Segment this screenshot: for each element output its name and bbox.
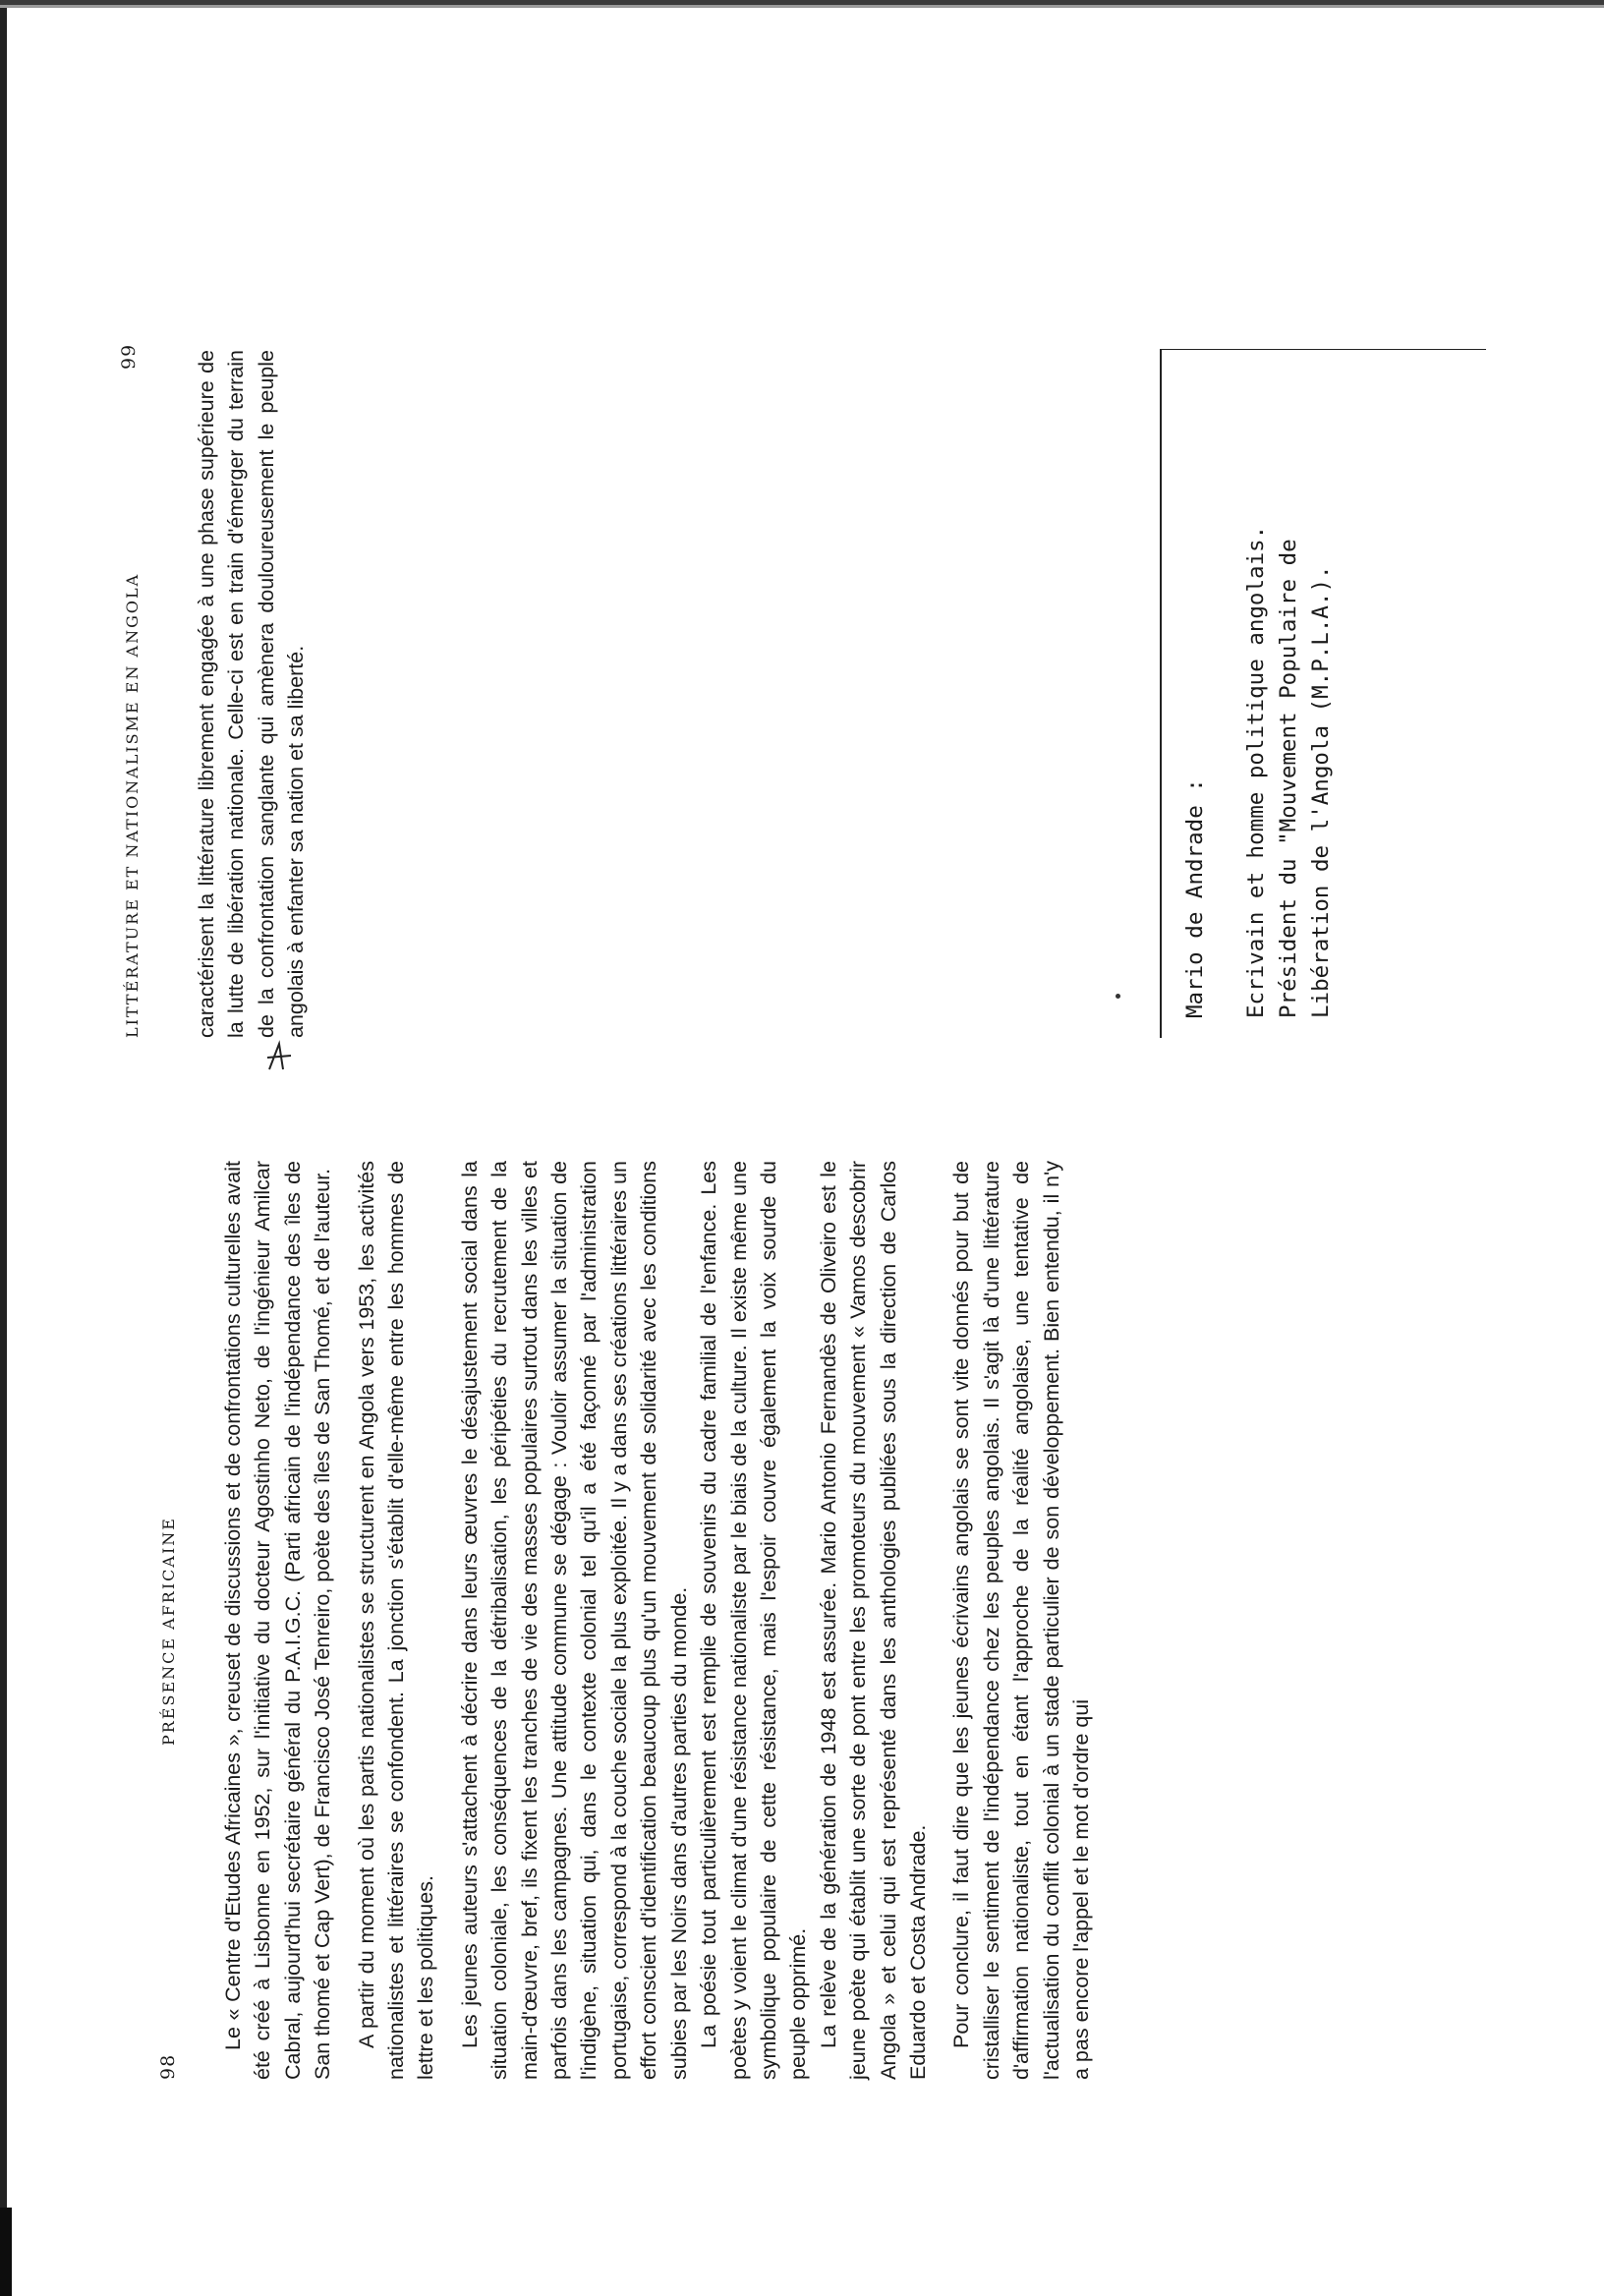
left-page-body xyxy=(218,1161,1096,2080)
author-note-line: Libération de l'Angola (M.P.L.A.). xyxy=(1308,565,1334,1018)
page-number-left: 98 xyxy=(157,2053,179,2080)
stray-mark xyxy=(1116,994,1120,999)
author-note-line: Président du "Mouvement Populaire de xyxy=(1276,539,1301,1018)
author-note-line: Ecrivain et homme politique angolais. xyxy=(1243,525,1269,1018)
paragraph: La poésie tout particulièrement est remplie de souvenirs du cadre familial de l'enfance. Les poètes y voient le climat d'une résistance nationaliste par le biais de la culture. Il existe même une symbolique populaire de cette résistance, mais l'espoir couvre également la voix sourde du peuple opprimé. xyxy=(697,1161,811,2080)
running-head-left: PRÉSENCE AFRICAINE xyxy=(159,1517,178,1746)
paragraph: caractérisent la littérature librement engagée à une phase supérieure de la lutte de libération nationale. Celle-ci est en train d'émerger du terrain de la confrontation sanglante qui amènera douloureusement le peuple angolais à enfanter sa nation et sa liberté. xyxy=(195,350,309,1038)
right-page-body xyxy=(192,350,312,1038)
paragraph: A partir du moment où les partis nationalistes se structurent en Angola vers 1953, les activités nationalistes et littéraires se confondent. La jonction s'établit d'elle-même entre les hommes de lettre et les politiques. xyxy=(354,1161,438,2080)
paragraph: La relève de la génération de 1948 est assurée. Mario Antonio Fernandès de Oliveiro est le jeune poète qui établit une sorte de pont entre les promoteurs du mouvement « Vamos descobrir Angola » et celui qui est représenté dans les anthologies publiées sous la direction de Carlos Eduardo et Costa Andrade. xyxy=(816,1161,930,2080)
running-head-right: LITTÉRATURE ET NATIONALISME EN ANGOLA xyxy=(123,572,142,1038)
author-note-name: Mario de Andrade : xyxy=(1182,778,1208,1018)
page-number-right: 99 xyxy=(118,343,140,370)
paragraph: Pour conclure, il faut dire que les jeunes écrivains angolais se sont vite donnés pour but de cristalliser le sentiment de l'indépendance chez les peuples angolais. Il s'agit là d'une littérature d'affirmation nationaliste, tout en étant l'approche de la réalité angolaise, une tentative de l'actualisation du conflit colonial à un stade particulier de son développement. Bien entendu, il n'y a pas encore l'appel et le mot d'ordre qui xyxy=(949,1161,1093,2080)
paragraph: Les jeunes auteurs s'attachent à décrire dans leurs œuvres le désajustement social dans la situation coloniale, les conséquences de la détribalisation, les péripéties du recrutement de la main-d'œuvre, bref, ils fixent les tranches de vie des masses populaires surtout dans les villes et parfois dans les campagnes. Une attitude commune se dégage : Vouloir assumer la situation de l'indigène, situation qui, dans le contexte colonial tel qu'il a été façonné par l'administration portugaise, correspond à la couche sociale la plus exploitée. Il y a dans ses créations littéraires un effort conscient d'identification beaucoup plus qu'un mouvement de solidarité avec les conditions subies par les Noirs dans d'autres parties du monde. xyxy=(457,1161,691,2080)
paragraph: Le « Centre d'Etudes Africaines », creuset de discussions et de confrontations culturelles avait été créé à Lisbonne en 1952, sur l'initiative du docteur Agostinho Neto, de l'ingénieur Amilcar Cabral, aujourd'hui secrétaire général du P.A.I.G.C. (Parti africain de l'indépendance des îles de San thomé et Cap Vert), de Francisco José Tenreiro, poète des îles de San Thomé, et de l'auteur. xyxy=(221,1161,335,2080)
